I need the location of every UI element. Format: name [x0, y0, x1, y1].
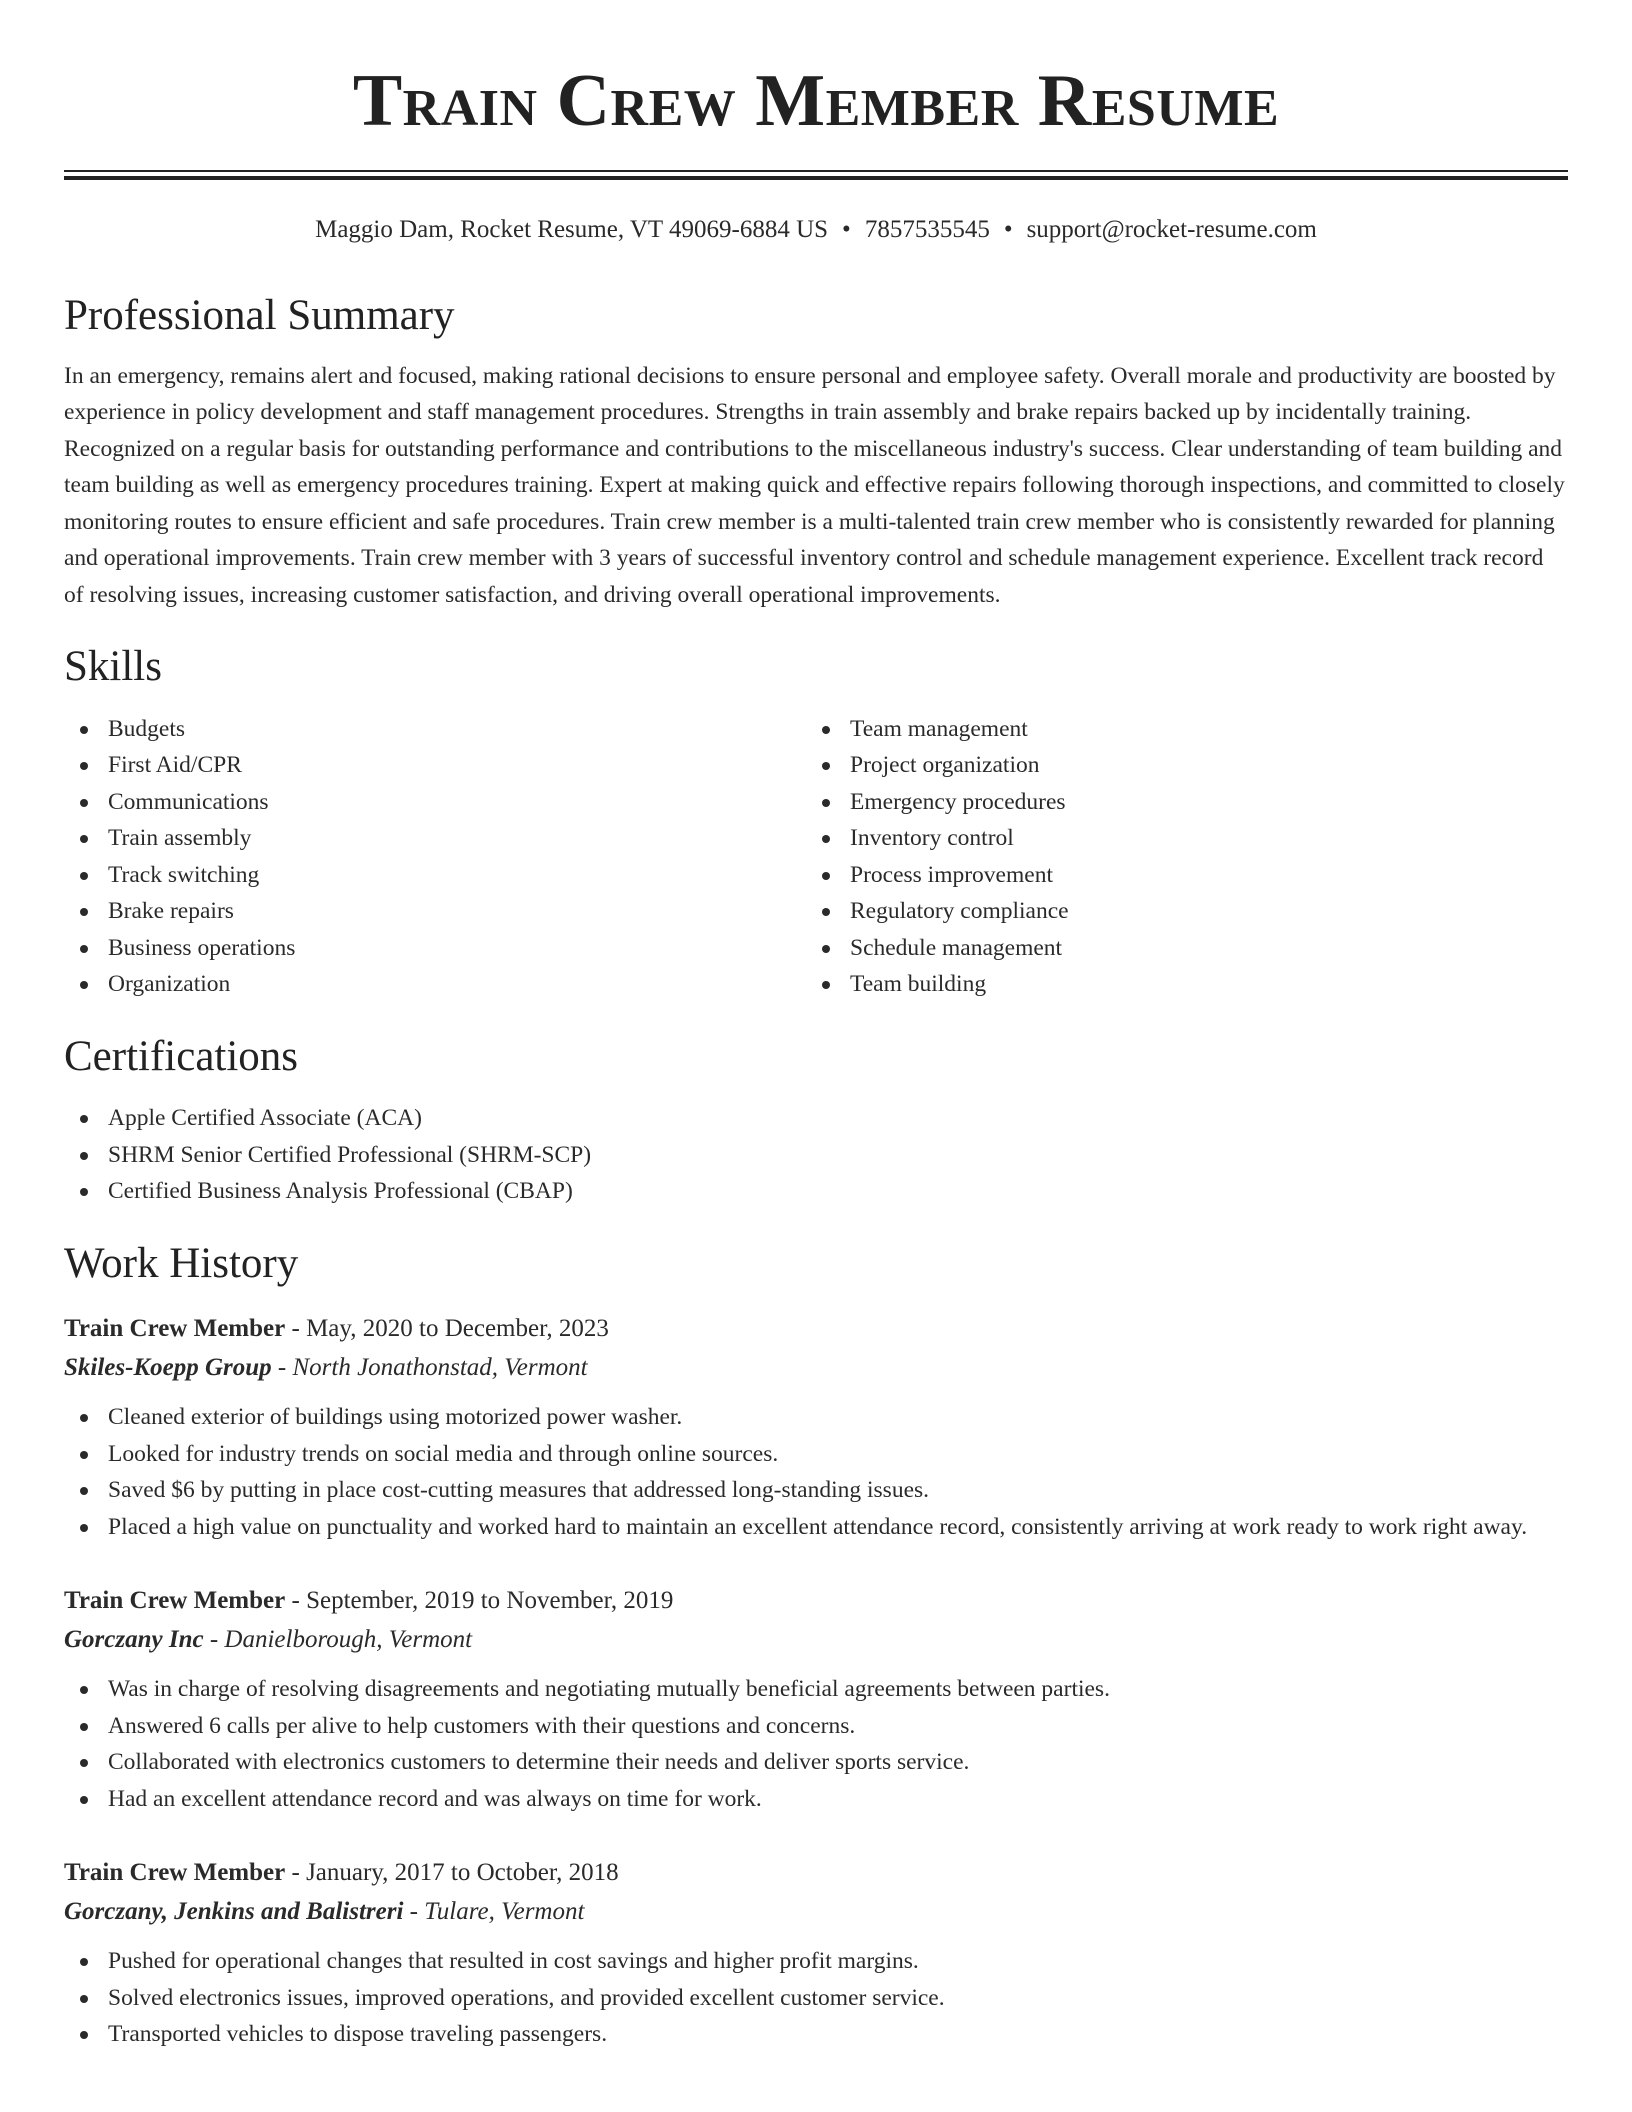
- job-duty: Looked for industry trends on social media and through online sources.: [64, 1436, 1568, 1473]
- title-divider: [64, 170, 1568, 180]
- contact-address: Maggio Dam, Rocket Resume, VT 49069-6884 US: [315, 216, 829, 243]
- job-duty: Placed a high value on punctuality and worked hard to maintain an excellent attendance record, consistently arriving at work ready to work right away.: [64, 1509, 1568, 1546]
- certification-item: Apple Certified Associate (ACA): [64, 1100, 1568, 1137]
- job-dates: May, 2020 to December, 2023: [306, 1315, 609, 1343]
- job-duty: Answered 6 calls per alive to help customers with their questions and concerns.: [64, 1708, 1568, 1745]
- skill-item: Team management: [806, 711, 1548, 748]
- job-header: [64, 1309, 1568, 1349]
- resume-title: Train Crew Member Resume: [352, 60, 1280, 142]
- skill-item: Communications: [64, 784, 806, 821]
- job-duty: Cleaned exterior of buildings using motorized power washer.: [64, 1399, 1568, 1436]
- job-header: [64, 1853, 1568, 1893]
- skill-item: Emergency procedures: [806, 784, 1548, 821]
- skill-item: Inventory control: [806, 820, 1548, 857]
- job-dates: January, 2017 to October, 2018: [306, 1859, 619, 1887]
- work-history-heading: Work History: [64, 1239, 299, 1287]
- summary-heading: Professional Summary: [64, 292, 455, 339]
- job-duties: [64, 1943, 1568, 2053]
- job-role: Train Crew Member: [64, 1859, 286, 1887]
- job-duty: Was in charge of resolving disagreements and negotiating mutually beneficial agreements between parties.: [64, 1671, 1568, 1708]
- certification-item: Certified Business Analysis Professional (CBAP): [64, 1173, 1568, 1210]
- skill-item: First Aid/CPR: [64, 747, 806, 784]
- skills-list-right: [806, 711, 1548, 1003]
- job-employer: [64, 1893, 1568, 1931]
- job-dash: -: [271, 1354, 293, 1382]
- certifications-list: [64, 1100, 1568, 1210]
- contact-phone: 7857535545: [864, 216, 990, 243]
- job-dash: -: [285, 1587, 307, 1615]
- job-duty: Pushed for operational changes that resulted in cost savings and higher profit margins.: [64, 1943, 1568, 1980]
- certification-item: SHRM Senior Certified Professional (SHRM-SCP): [64, 1137, 1568, 1174]
- skills-list-left: [64, 711, 806, 1003]
- job-location: Danielborough, Vermont: [224, 1626, 473, 1654]
- job-company: Skiles-Koepp Group: [64, 1354, 272, 1382]
- job-dash: -: [285, 1859, 307, 1887]
- job-duty: Collaborated with electronics customers to determine their needs and deliver sports service.: [64, 1744, 1568, 1781]
- skill-item: Organization: [64, 966, 806, 1003]
- contact-separator: •: [1003, 216, 1013, 243]
- job-duty: Had an excellent attendance record and was always on time for work.: [64, 1781, 1568, 1818]
- skill-item: Project organization: [806, 747, 1548, 784]
- job-dash: -: [203, 1626, 225, 1654]
- job-location: North Jonathonstad, Vermont: [292, 1354, 588, 1382]
- skill-item: Business operations: [64, 930, 806, 967]
- contact-email: support@rocket-resume.com: [1026, 216, 1317, 243]
- job-role: Train Crew Member: [64, 1587, 286, 1615]
- job-entry: [64, 1309, 1568, 1545]
- job-entry: [64, 1853, 1568, 2053]
- job-dates: September, 2019 to November, 2019: [306, 1587, 674, 1615]
- contact-line: [64, 216, 1568, 244]
- job-entry: [64, 1581, 1568, 1817]
- skill-item: Budgets: [64, 711, 806, 748]
- skill-item: Regulatory compliance: [806, 893, 1548, 930]
- job-duties: [64, 1399, 1568, 1545]
- job-location: Tulare, Vermont: [424, 1898, 585, 1926]
- job-duty: Saved $6 by putting in place cost-cutting measures that addressed long-standing issues.: [64, 1472, 1568, 1509]
- job-employer: [64, 1349, 1568, 1387]
- skill-item: Process improvement: [806, 857, 1548, 894]
- job-employer: [64, 1621, 1568, 1659]
- skill-item: Team building: [806, 966, 1548, 1003]
- job-duties: [64, 1671, 1568, 1817]
- contact-separator: •: [842, 216, 851, 243]
- job-dash: -: [285, 1315, 307, 1343]
- skill-item: Schedule management: [806, 930, 1548, 967]
- job-role: Train Crew Member: [64, 1315, 286, 1343]
- skill-item: Brake repairs: [64, 893, 806, 930]
- job-header: [64, 1581, 1568, 1621]
- job-duty: Solved electronics issues, improved operations, and provided excellent customer service.: [64, 1980, 1568, 2017]
- skill-item: Track switching: [64, 857, 806, 894]
- skills-heading: Skills: [64, 643, 162, 691]
- summary-text: In an emergency, remains alert and focused, making rational decisions to ensure personal and employee safety. Overall morale and productivity are boosted by experience in policy development and staff management procedures. Strengths in train assembly and brake repairs backed up by incidentally training. Recognized on a regular basis for outstanding performance and contributions to the miscellaneous industry's success. Clear understanding of team building and team building as well as emergency procedures training. Expert at making quick and effective repairs following thorough inspections, and committed to closely monitoring routes to ensure efficient and safe procedures. Train crew member is a multi-talented train crew member who is consistently rewarded for planning and operational improvements. Train crew member with 3 years of successful inventory control and schedule management experience. Excellent track record of resolving issues, increasing customer satisfaction, and driving overall operational improvements.: [64, 362, 1565, 608]
- job-dash: -: [403, 1898, 425, 1926]
- job-company: Gorczany Inc: [64, 1626, 204, 1654]
- certifications-heading: Certifications: [64, 1032, 299, 1080]
- job-duty: Transported vehicles to dispose traveling passengers.: [64, 2016, 1568, 2053]
- skills-columns: [64, 711, 1568, 1003]
- job-company: Gorczany, Jenkins and Balistreri: [64, 1898, 404, 1926]
- skill-item: Train assembly: [64, 820, 806, 857]
